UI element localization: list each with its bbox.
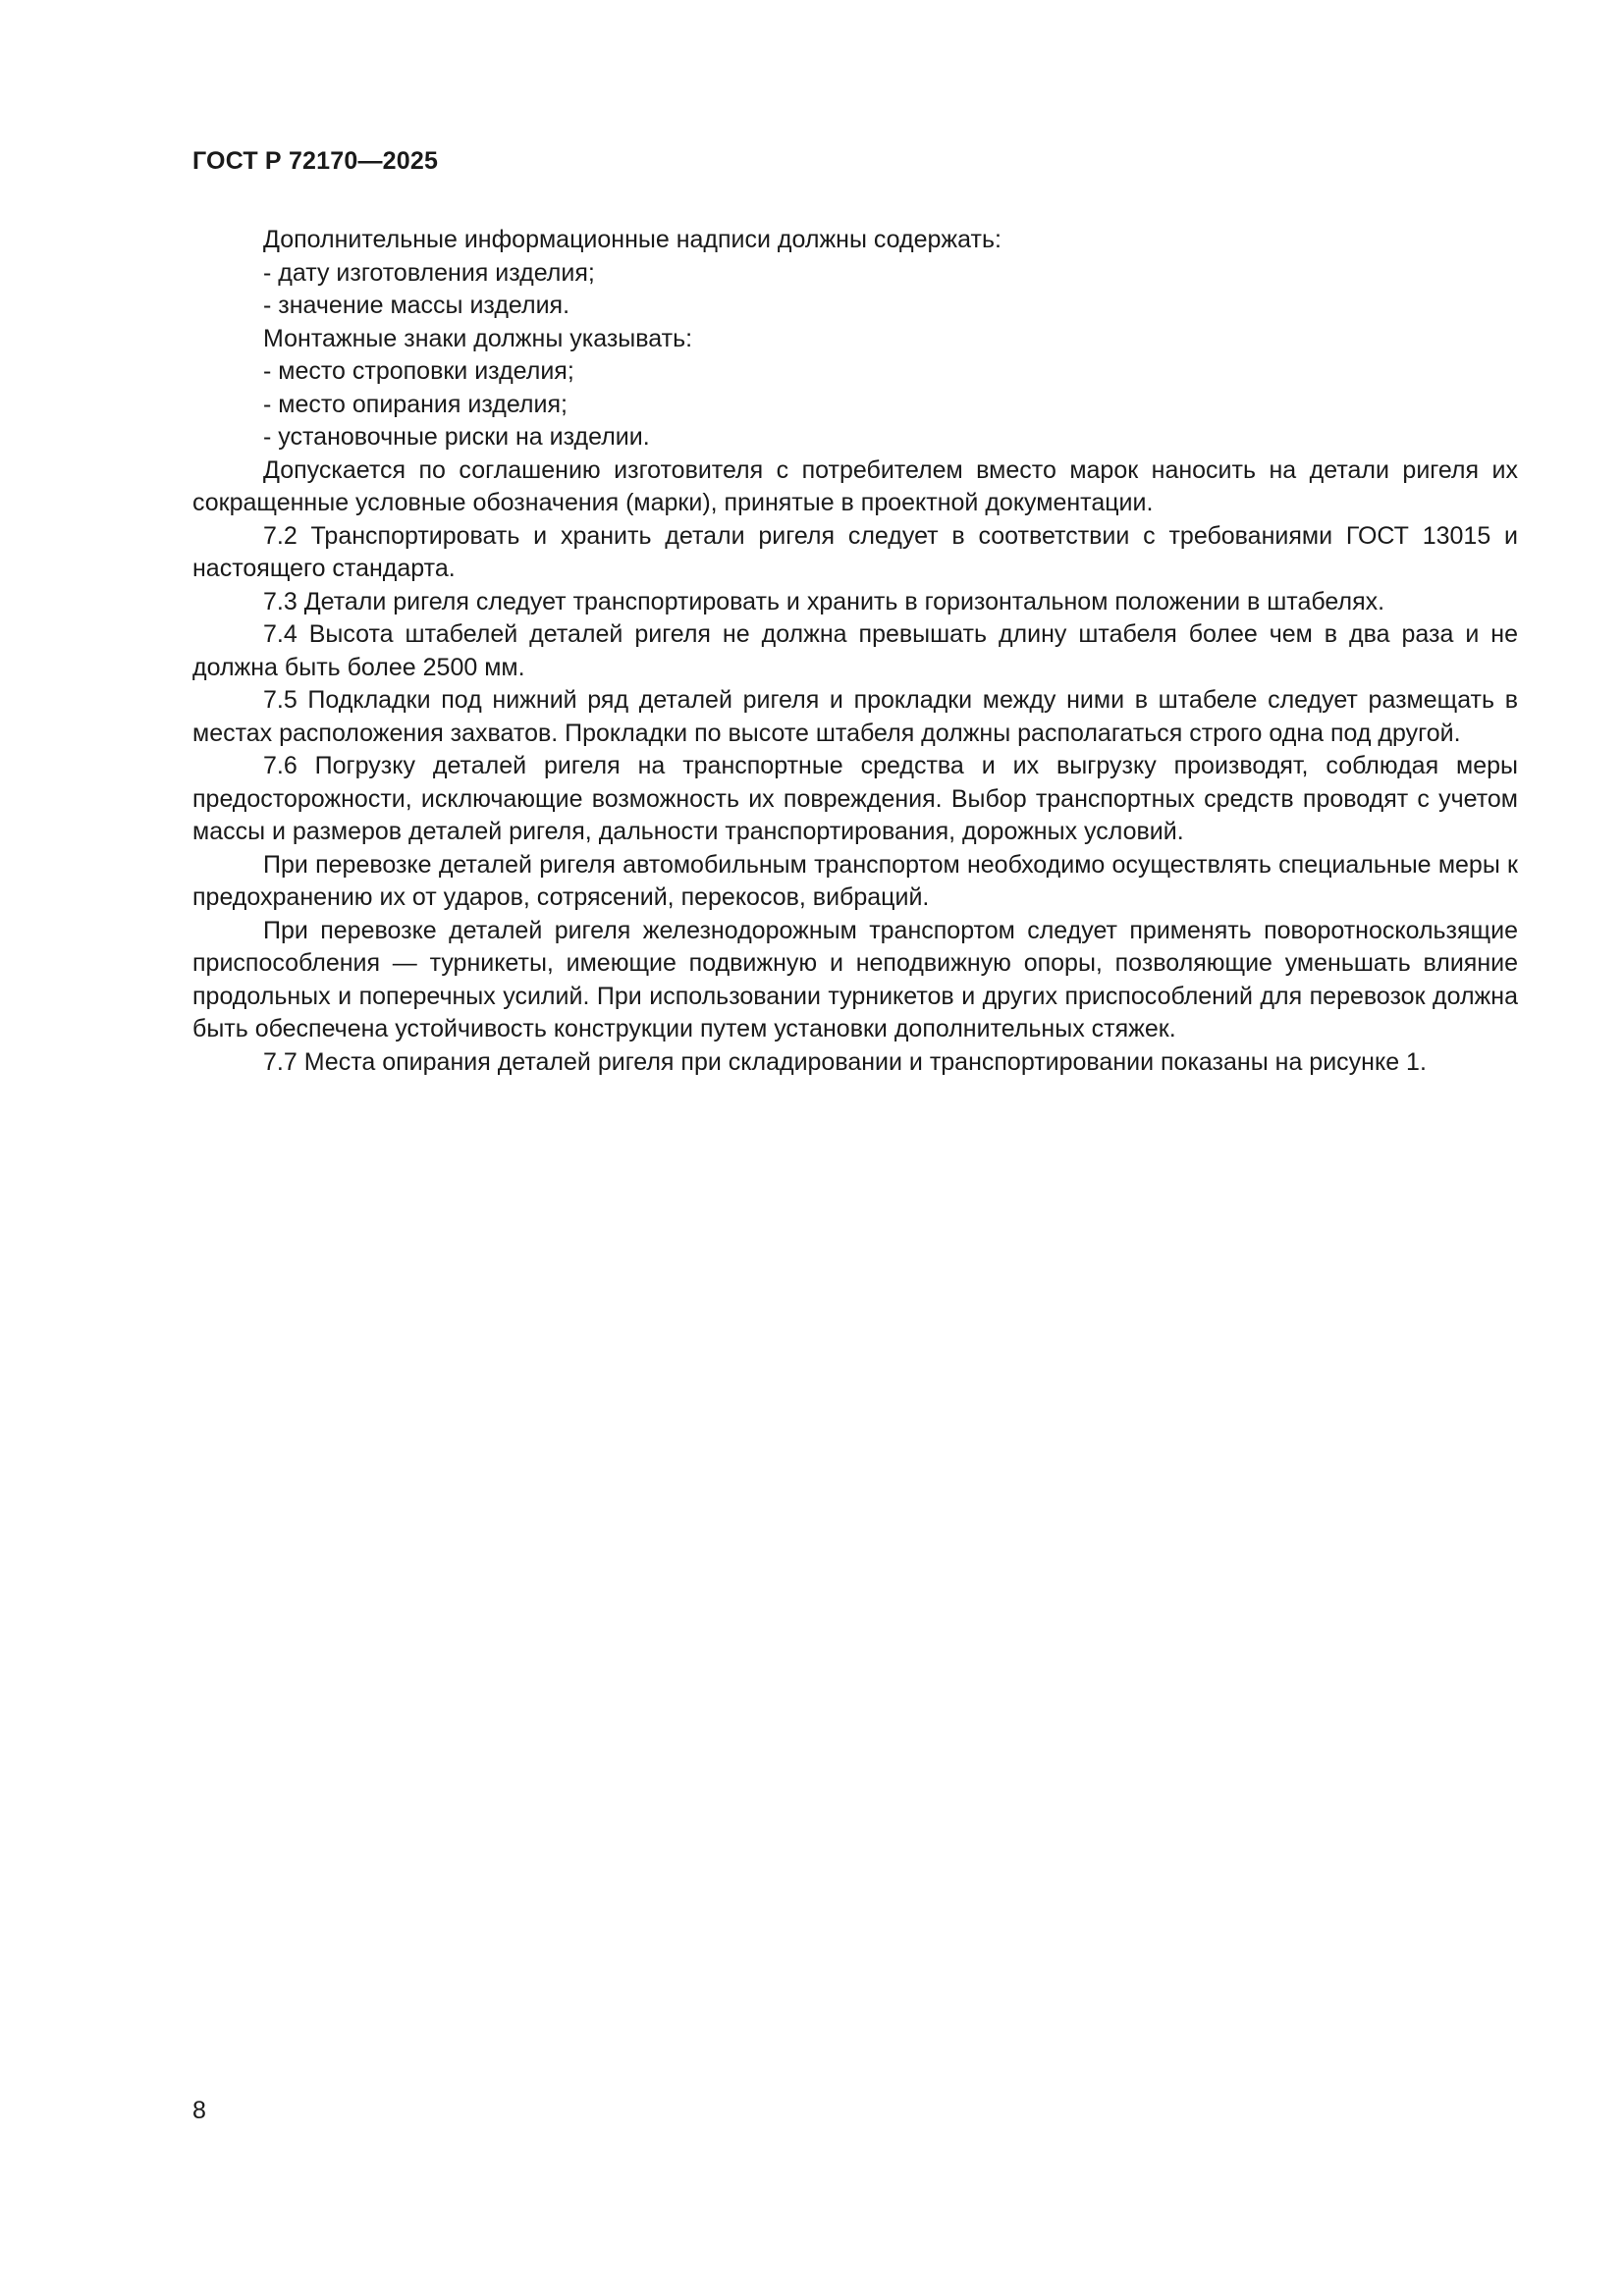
clause-7-6: 7.6 Погрузку деталей ригеля на транспортные средства и их выгрузку производят, соблюдая меры предосторожности, исключающие возможность их повреждения. Выбор транспортных средств проводят с учетом массы и размеров деталей ригеля, дальности транспортирования, дорожных условий. bbox=[192, 752, 1518, 845]
clause-7-7: 7.7 Места опирания деталей ригеля при складировании и транспортировании показаны на рисунке 1. bbox=[263, 1047, 1427, 1076]
paragraph: Допускается по соглашению изготовителя с потребителем вместо марок наносить на детали ригеля их сокращенные условные обозначения (марки), принятые в проектной документации. bbox=[192, 455, 1518, 516]
clause-7-2: 7.2 Транспортировать и хранить детали ригеля следует в соответствии с требованиями ГОСТ 13015 и настоящего стандарта. bbox=[192, 521, 1518, 582]
document-body bbox=[192, 224, 1518, 1079]
clause-7-4: 7.4 Высота штабелей деталей ригеля не должна превышать длину штабеля более чем в два раза и не должна быть более 2500 мм. bbox=[192, 620, 1518, 681]
paragraph: Монтажные знаки должны указывать: bbox=[263, 324, 693, 352]
paragraph: Дополнительные информационные надписи должны содержать: bbox=[263, 226, 1001, 253]
clause-7-5: 7.5 Подкладки под нижний ряд деталей ригеля и прокладки между ними в штабеле следует размещать в местах расположения захватов. Прокладки по высоте штабеля должны располагаться строго одна под другой. bbox=[192, 686, 1518, 747]
list-item: - место строповки изделия; bbox=[263, 357, 574, 385]
paragraph: При перевозке деталей ригеля железнодорожным транспортом следует применять поворотноскользящие приспособления — турникеты, имеющие подвижную и неподвижную опоры, позволяющие уменьшать влияние продольных и поперечных усилий. При использовании турникетов и других приспособлений для перевозок должна быть обеспечена устойчивость конструкции путем установки дополнительных стяжек. bbox=[192, 916, 1518, 1042]
list-item: - установочные риски на изделии. bbox=[263, 423, 650, 451]
list-item: - место опирания изделия; bbox=[263, 390, 568, 418]
clause-7-3: 7.3 Детали ригеля следует транспортировать и хранить в горизонтальном положении в штабелях. bbox=[263, 587, 1385, 615]
page-number: 8 bbox=[192, 2097, 206, 2124]
paragraph: При перевозке деталей ригеля автомобильным транспортом необходимо осуществлять специальные меры к предохранению их от ударов, сотрясений, перекосов, вибраций. bbox=[192, 850, 1518, 911]
document-code-header: ГОСТ Р 72170—2025 bbox=[192, 147, 439, 175]
list-item: - дату изготовления изделия; bbox=[263, 258, 595, 287]
list-item: - значение массы изделия. bbox=[263, 292, 570, 319]
